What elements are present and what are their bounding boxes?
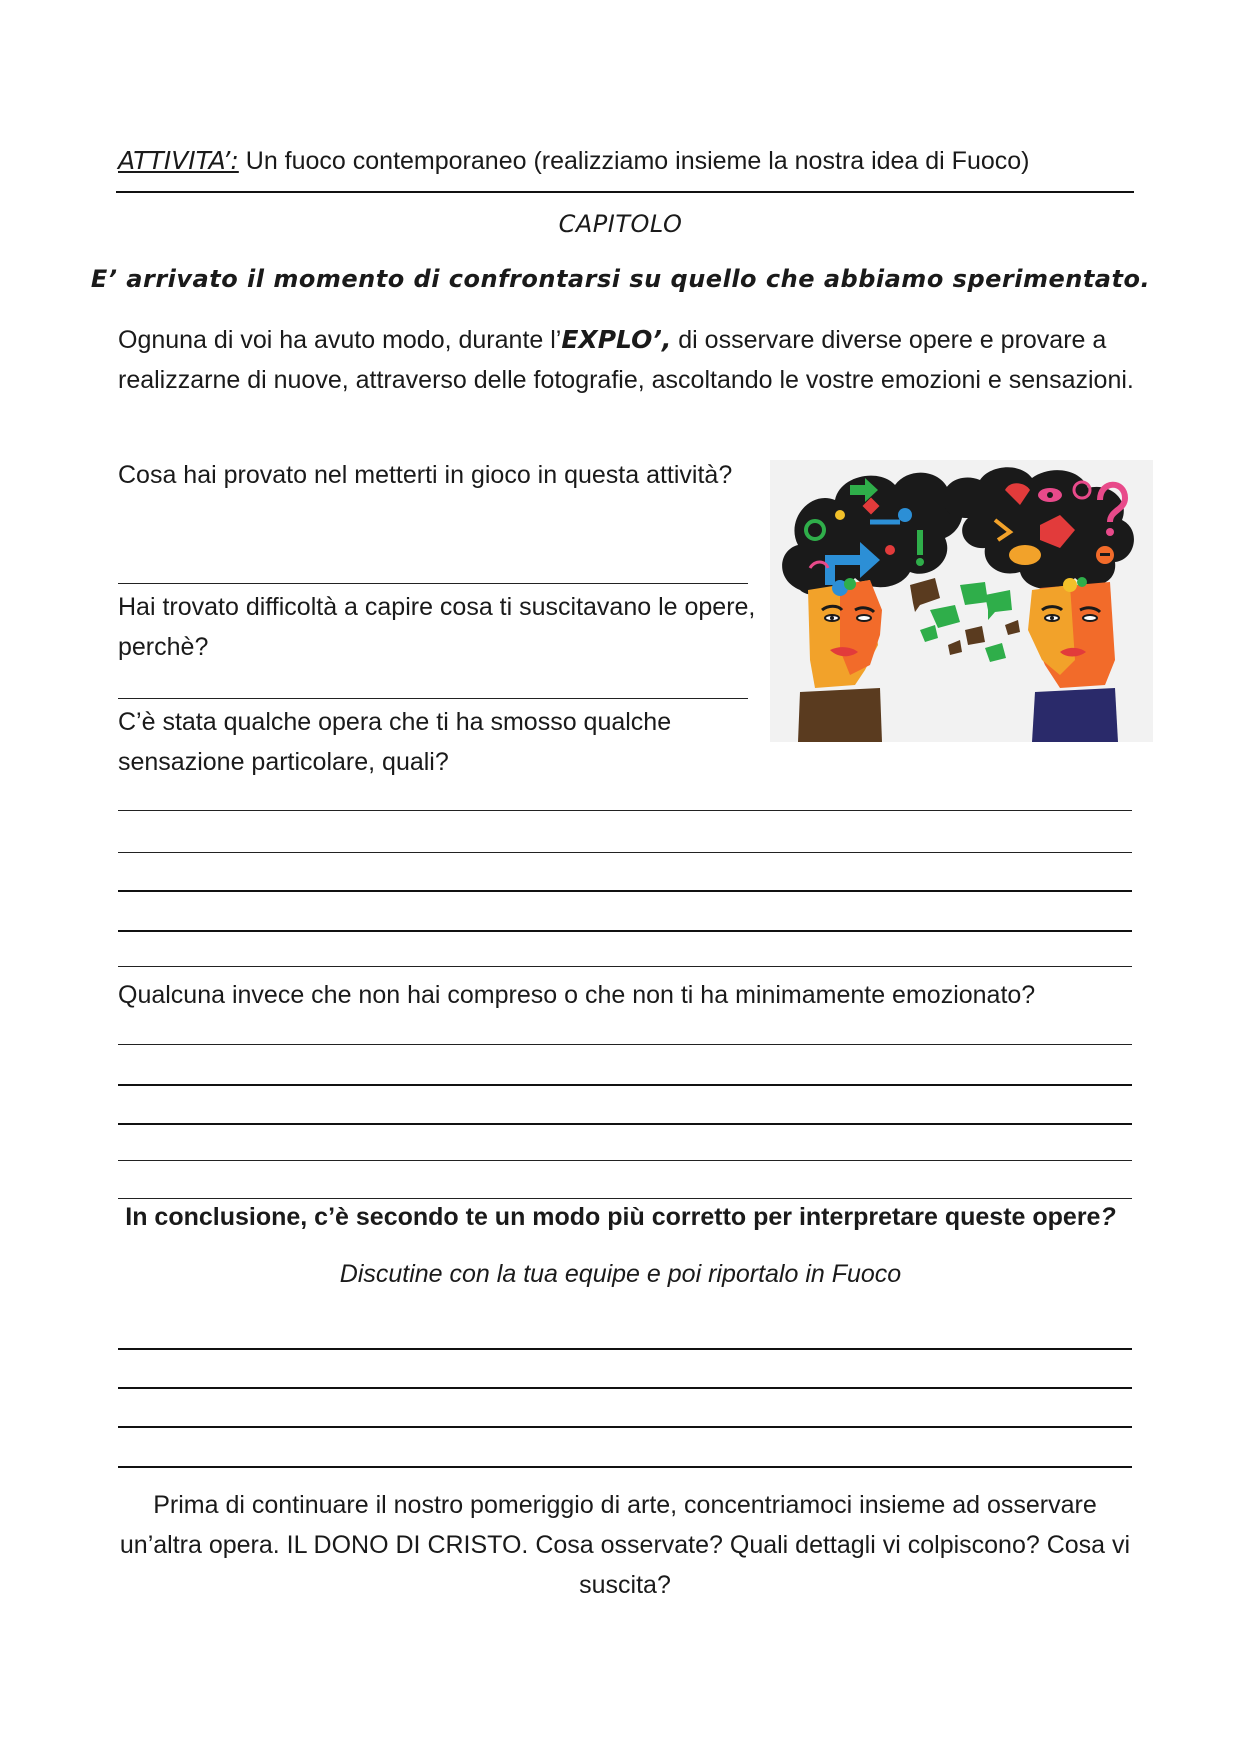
answer-line-q4-4[interactable] xyxy=(118,1160,1132,1161)
header-divider xyxy=(116,191,1134,193)
discussion-instruction: Discutine con la tua equipe e poi riportalo in Fuoco xyxy=(339,1260,902,1288)
two-heads-talking-illustration xyxy=(770,460,1153,742)
question-1: Cosa hai provato nel metterti in gioco in questa attività? xyxy=(118,461,733,489)
chapter-heading: CAPITOLO xyxy=(558,210,683,238)
answer-line-conclusion-2[interactable] xyxy=(118,1387,1132,1389)
activity-label: ATTIVITA’: xyxy=(118,146,239,175)
answer-line-q4-2[interactable] xyxy=(118,1084,1132,1086)
answer-line-q2[interactable] xyxy=(118,698,748,699)
answer-line-q3-3[interactable] xyxy=(118,890,1132,892)
explo-emphasis: EXPLO’, xyxy=(561,325,672,354)
answer-line-q4-5[interactable] xyxy=(118,1198,1132,1199)
two-heads-illustration-svg xyxy=(770,460,1153,742)
answer-line-q3-2[interactable] xyxy=(118,852,1132,853)
answer-line-q3-1[interactable] xyxy=(118,810,1132,811)
subtitle-heading: E’ arrivato il momento di confrontarsi su quello che abbiamo sperimentato. xyxy=(90,265,1151,293)
question-2: Hai trovato difficoltà a capire cosa ti suscitavano le opere, perchè? xyxy=(118,593,756,661)
answer-line-conclusion-1[interactable] xyxy=(118,1348,1132,1350)
intro-paragraph: Ognuna di voi ha avuto modo, durante l’EXPLO’, di osservare diverse opere e provare a realizzarne di nuove, attraverso delle fotografie, ascoltando le vostre emozioni e sensazioni. xyxy=(118,325,1134,394)
answer-line-conclusion-4[interactable] xyxy=(118,1466,1132,1468)
answer-line-q1[interactable] xyxy=(118,583,748,584)
activity-header xyxy=(118,146,1132,176)
activity-title: Un fuoco contemporaneo (realizziamo insieme la nostra idea di Fuoco) xyxy=(238,147,1030,175)
answer-line-q3-5[interactable] xyxy=(118,966,1132,967)
question-3: C’è stata qualche opera che ti ha smosso qualche sensazione particolare, quali? xyxy=(118,708,672,776)
closing-paragraph: Prima di continuare il nostro pomeriggio di arte, concentriamoci insieme ad osservare un’altra opera. IL DONO DI CRISTO. Cosa osservate? Quali dettagli vi colpiscono? Cosa vi suscita? xyxy=(119,1491,1131,1599)
answer-line-q3-4[interactable] xyxy=(118,930,1132,932)
answer-line-q4-1[interactable] xyxy=(118,1044,1132,1045)
answer-line-conclusion-3[interactable] xyxy=(118,1426,1132,1428)
question-4: Qualcuna invece che non hai compreso o che non ti ha minimamente emozionato? xyxy=(118,981,1036,1009)
answer-line-q4-3[interactable] xyxy=(118,1123,1132,1125)
conclusion-question: In conclusione, c’è secondo te un modo più corretto per interpretare queste opere? xyxy=(125,1203,1116,1231)
